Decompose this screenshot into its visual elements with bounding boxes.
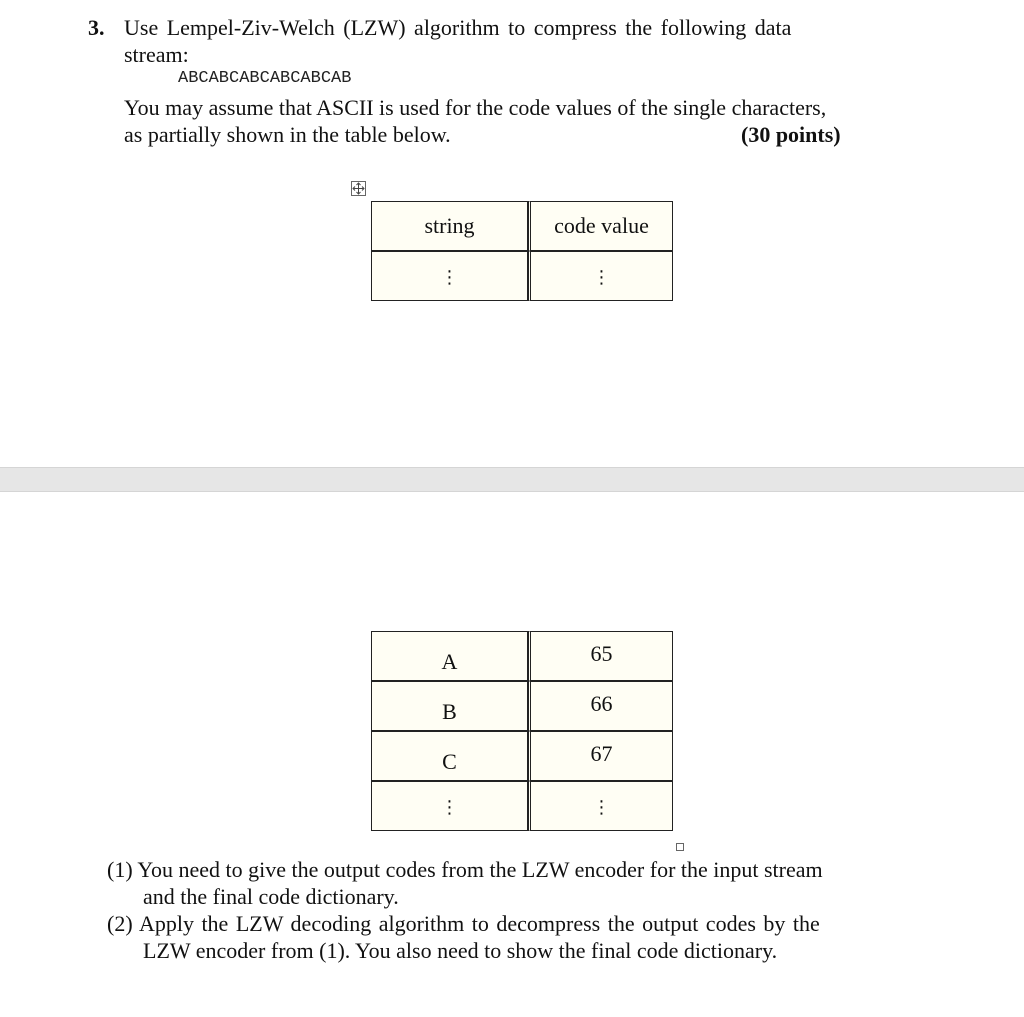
code-67: 67: [590, 741, 613, 766]
code-cell[interactable]: [528, 631, 673, 681]
code-table-top: [371, 201, 673, 301]
table-row: [371, 681, 673, 731]
part2-line1: (2) Apply the LZW decoding algorithm to decompress the output codes by the: [107, 911, 820, 936]
table-row: [371, 201, 673, 251]
string-a: A: [441, 649, 458, 674]
code-cell[interactable]: [528, 781, 673, 831]
ellipsis-code: ⋮: [592, 797, 611, 818]
part1-line1: (1) You need to give the output codes from the LZW encoder for the input stream: [107, 857, 823, 882]
code-table-bottom: [371, 631, 673, 831]
table-move-handle-icon[interactable]: [351, 181, 366, 196]
ellipsis-string: ⋮: [440, 797, 459, 818]
code-cell[interactable]: [528, 681, 673, 731]
question-text-line1: Use Lempel-Ziv-Welch (LZW) algorithm to compress the following data: [124, 15, 792, 40]
table-row: [371, 731, 673, 781]
string-cell[interactable]: [371, 681, 528, 731]
string-cell[interactable]: [371, 781, 528, 831]
table-row: [371, 631, 673, 681]
question-text-line4: as partially shown in the table below.: [124, 122, 451, 147]
string-cell[interactable]: [371, 731, 528, 781]
string-cell[interactable]: [371, 631, 528, 681]
table-row: [371, 251, 673, 301]
header-string: string: [424, 213, 475, 238]
table-row: [371, 781, 673, 831]
string-c: C: [442, 749, 457, 774]
code-cell[interactable]: [528, 731, 673, 781]
part2-line2: LZW encoder from (1). You also need to show the final code dictionary.: [143, 938, 778, 963]
string-b: B: [442, 699, 457, 724]
table-resize-handle-icon[interactable]: [676, 843, 684, 851]
string-cell[interactable]: [371, 251, 528, 301]
ellipsis-string: ⋮: [440, 267, 459, 288]
points-label: (30 points): [741, 122, 841, 147]
question-number: 3.: [88, 15, 105, 40]
code-66: 66: [590, 691, 613, 716]
data-stream: ABCABCABCABCABCAB: [178, 69, 352, 88]
ellipsis-code: ⋮: [592, 267, 611, 288]
question-text-line3: You may assume that ASCII is used for the code values of the single characters,: [124, 95, 827, 120]
page-break-gap: [0, 467, 1024, 492]
header-code-value: code value: [554, 213, 649, 238]
code-65: 65: [590, 641, 613, 666]
header-code-cell[interactable]: [528, 201, 673, 251]
code-cell[interactable]: [528, 251, 673, 301]
part1-line2: and the final code dictionary.: [143, 884, 399, 909]
header-string-cell[interactable]: [371, 201, 528, 251]
question-text-line2: stream:: [124, 42, 189, 67]
